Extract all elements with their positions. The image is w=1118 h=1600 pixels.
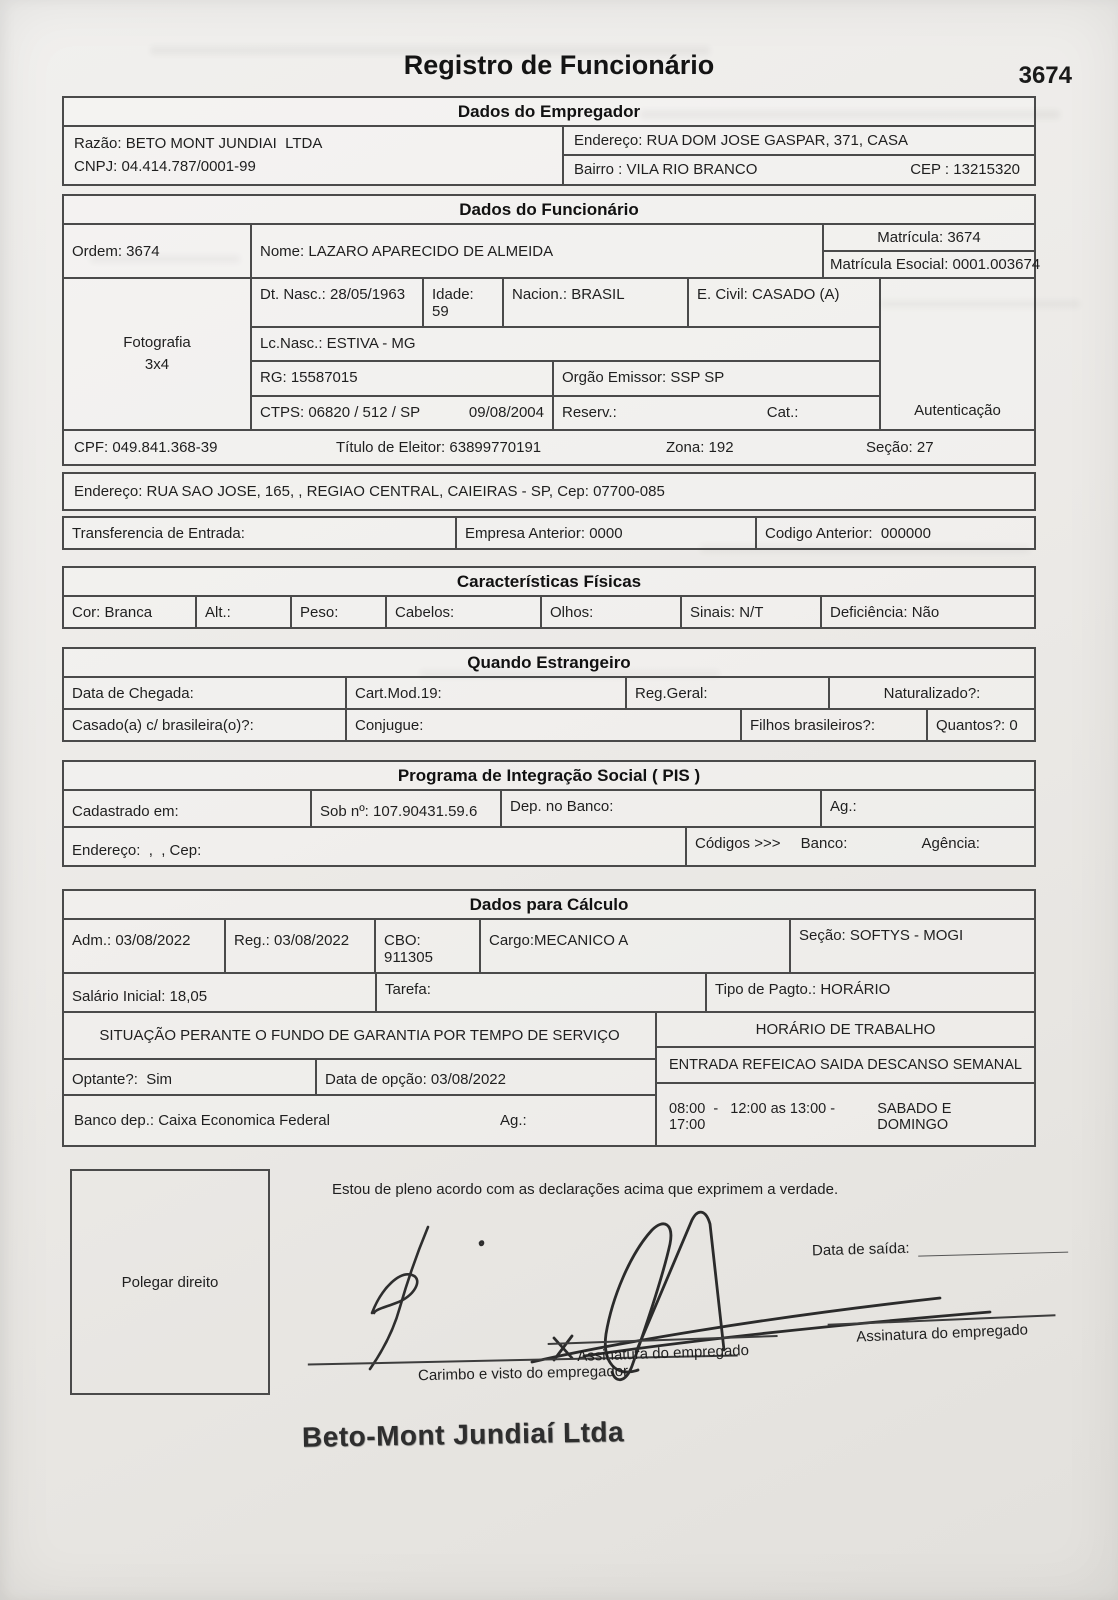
field-banco-dep: Banco dep.: Caixa Economica Federal — [74, 1112, 330, 1129]
field-matricula-esocial: Matrícula Esocial: 0001.003674 — [824, 250, 1034, 277]
field-registro: Reg.: 03/08/2022 — [224, 920, 374, 972]
carimbo-label: Carimbo e visto do empregador — [417, 1362, 629, 1385]
field-cargo: Cargo:MECANICO A — [479, 920, 789, 972]
section-caracteristicas — [62, 566, 1036, 629]
field-cor: Cor: Branca — [72, 604, 153, 621]
field-tarefa: Tarefa: — [375, 974, 705, 1011]
employer-signature — [330, 1217, 540, 1377]
horario-values — [657, 1084, 1034, 1145]
assinatura-direita-label: Assinatura do empregado — [855, 1321, 1029, 1346]
field-empresa-anterior: Empresa Anterior: 0000 — [455, 518, 755, 548]
field-pis-endereco: Endereço: , , Cep: — [72, 842, 202, 859]
field-categoria: Cat.: — [766, 403, 799, 421]
field-matricula: Matrícula: 3674 — [877, 229, 981, 246]
section-pis — [62, 760, 1036, 867]
field-ctps: CTPS: 06820 / 512 / SP — [260, 403, 421, 421]
section-estrangeiro — [62, 647, 1036, 742]
field-pis-agencia: Agência: — [921, 835, 980, 852]
polegar-label: Polegar direito — [121, 1273, 219, 1291]
section-funcionario — [62, 194, 1041, 466]
horario-trabalho-block — [655, 1013, 1034, 1145]
field-calculo-ag: Ag.: — [499, 1112, 527, 1129]
section-calculo — [62, 889, 1036, 1147]
form-header — [0, 0, 1118, 96]
field-filhos-brasileiros: Filhos brasileiros?: — [740, 710, 926, 740]
field-transferencia-entrada: Transferencia de Entrada: — [72, 525, 245, 542]
field-razao: Razão: BETO MONT JUNDIAI LTDA — [74, 135, 323, 152]
section-title-empregador: Dados do Empregador — [64, 98, 1034, 127]
field-quantos: Quantos?: 0 — [926, 710, 1034, 740]
box-transferencia — [62, 516, 1036, 550]
field-descanso-valor: SABADO E DOMINGO — [877, 1100, 956, 1133]
matricula-cell — [822, 225, 1041, 277]
field-dt-nasc: Dt. Nasc.: 28/05/1963 — [260, 286, 406, 303]
field-idade: Idade: 59 — [422, 279, 502, 326]
form-number: 3674 — [1018, 62, 1072, 89]
field-cep-empregador: CEP : 13215320 — [910, 161, 1020, 178]
field-deficiencia: Deficiência: Não — [820, 597, 1034, 627]
empregador-right-cell — [562, 127, 1034, 184]
col-refeicao: REFEICAO — [742, 1057, 817, 1073]
field-ordem: Ordem: 3674 — [72, 243, 160, 260]
field-bairro: Bairro : VILA RIO BRANCO — [574, 161, 758, 178]
empregador-left-cell — [64, 127, 562, 184]
data-saida-blank-line — [918, 1252, 1068, 1257]
field-zona: Zona: 192 — [666, 439, 734, 456]
field-secao-trabalho: Seção: SOFTYS - MOGI — [789, 920, 1034, 972]
field-data-chegada: Data de Chegada: — [72, 685, 194, 702]
field-horario-valor: 08:00 - 12:00 as 13:00 - 17:00 — [669, 1100, 848, 1133]
field-pis-ag: Ag.: — [820, 791, 1034, 826]
declaration-text: Estou de pleno acordo com as declarações acima que exprimem a verdade. — [332, 1181, 839, 1198]
funcionario-mid-grid — [250, 279, 879, 429]
field-local-nascimento: Lc.Nasc.: ESTIVA - MG — [260, 335, 416, 352]
field-cabelos: Cabelos: — [385, 597, 540, 627]
field-olhos: Olhos: — [540, 597, 680, 627]
field-casado-brasileira: Casado(a) c/ brasileira(o)?: — [72, 717, 254, 734]
employee-signature-field-right — [828, 1314, 1057, 1347]
section-title-calculo: Dados para Cálculo — [64, 891, 1034, 920]
field-pis-banco: Banco: — [800, 835, 848, 852]
field-cpf: CPF: 049.841.368-39 — [74, 439, 218, 456]
section-title-estrangeiro: Quando Estrangeiro — [64, 649, 1034, 678]
field-reg-geral: Reg.Geral: — [625, 678, 828, 708]
field-ctps-data: 09/08/2004 — [468, 403, 544, 421]
field-codigo-anterior: Codigo Anterior: 000000 — [755, 518, 1034, 548]
field-optante: Optante?: Sim — [72, 1071, 173, 1088]
field-nome: Nome: LAZARO APARECIDO DE ALMEIDA — [250, 225, 822, 277]
field-data-opcao: Data de opção: 03/08/2022 — [315, 1060, 655, 1094]
horario-title: HORÁRIO DE TRABALHO — [657, 1013, 1034, 1048]
col-saida: SAIDA — [819, 1057, 864, 1073]
photo-label-line1: Fotografia — [123, 334, 191, 351]
section-title-pis: Programa de Integração Social ( PIS ) — [64, 762, 1034, 791]
field-cnpj: CNPJ: 04.414.787/0001-99 — [74, 158, 256, 175]
cpf-row — [64, 429, 1034, 464]
polegar-direito-box — [70, 1169, 270, 1395]
field-rg: RG: 15587015 — [260, 369, 358, 387]
autenticacao-cell — [879, 279, 1034, 429]
footer-signatures — [0, 1147, 1118, 1577]
codigos-cell — [685, 828, 1034, 865]
col-descanso: DESCANSO SEMANAL — [867, 1057, 1022, 1073]
ctps-cell — [252, 397, 552, 429]
page-title: Registro de Funcionário — [403, 50, 715, 80]
section-empregador — [62, 96, 1036, 186]
section-title-funcionario: Dados do Funcionário — [64, 196, 1034, 225]
field-sob-no: Sob nº: 107.90431.59.6 — [310, 791, 500, 826]
field-cart-mod19: Cart.Mod.19: — [345, 678, 625, 708]
field-nacionalidade: Nacion.: BRASIL — [502, 279, 687, 326]
field-reservista: Reserv.: — [562, 403, 617, 421]
field-peso: Peso: — [290, 597, 385, 627]
field-endereco-funcionario: Endereço: RUA SAO JOSE, 165, , REGIAO CENTRAL, CAIEIRAS - SP, Cep: 07700-085 — [74, 483, 665, 500]
field-tipo-pagto: Tipo de Pagto.: HORÁRIO — [705, 974, 1034, 1011]
field-cbo: CBO: 911305 — [374, 920, 479, 972]
field-titulo-eleitor: Título de Eleitor: 63899770191 — [336, 439, 542, 456]
fgts-block — [64, 1013, 655, 1145]
field-conjugue: Conjugue: — [345, 710, 740, 740]
photo-placeholder — [64, 279, 250, 429]
field-secao-eleitoral: Seção: 27 — [866, 439, 934, 456]
field-dep-banco: Dep. no Banco: — [500, 791, 820, 826]
reserv-cat-cell — [552, 397, 879, 429]
field-cadastrado-em: Cadastrado em: — [72, 803, 179, 820]
field-sinais: Sinais: N/T — [680, 597, 820, 627]
employee-signature-field-mid — [548, 1335, 779, 1366]
horario-columns — [657, 1048, 1034, 1084]
col-entrada: ENTRADA — [669, 1057, 739, 1073]
box-endereco-funcionario — [62, 472, 1036, 511]
field-naturalizado: Naturalizado?: — [828, 678, 1034, 708]
field-admissao: Adm.: 03/08/2022 — [72, 932, 191, 949]
photo-label-line2: 3x4 — [144, 356, 170, 373]
field-salario-inicial: Salário Inicial: 18,05 — [72, 988, 208, 1005]
field-orgao-emissor: Orgão Emissor: SSP SP — [552, 362, 879, 394]
data-saida-label: Data de saída: — [811, 1239, 910, 1260]
fgts-title: SITUAÇÃO PERANTE O FUNDO DE GARANTIA POR TEMPO DE SERVIÇO — [64, 1013, 655, 1060]
field-autenticacao: Autenticação — [914, 402, 1001, 419]
field-altura: Alt.: — [195, 597, 290, 627]
field-estado-civil: E. Civil: CASADO (A) — [687, 279, 879, 326]
field-endereco-empregador: Endereço: RUA DOM JOSE GASPAR, 371, CASA — [574, 132, 909, 149]
data-saida-field — [812, 1236, 1068, 1260]
assinatura-meio-label: Assinatura do empregado — [576, 1342, 750, 1365]
field-codigos: Códigos >>> — [695, 835, 781, 852]
company-stamp: Beto-Mont Jundiaí Ltda — [301, 1416, 625, 1453]
section-title-caracteristicas: Características Físicas — [64, 568, 1034, 597]
